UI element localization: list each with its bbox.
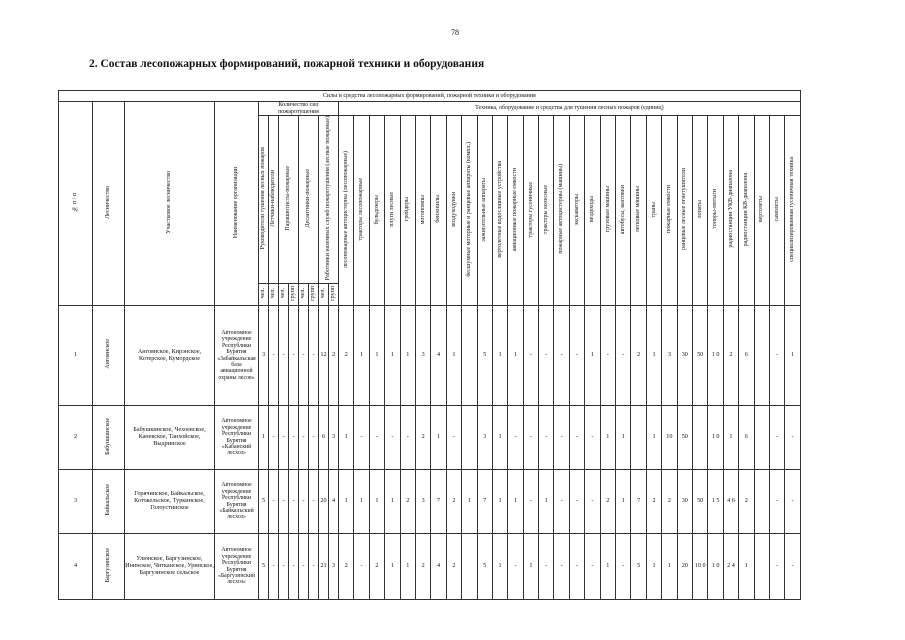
force-col-header: Работники наземных служб пожаротушения (лесные пожарные) [319, 116, 339, 284]
equipment-col-header: экскаваторы [569, 116, 584, 306]
data-cell: 1 [400, 534, 415, 600]
data-cell: 2 [339, 306, 354, 406]
unit-label: групп [289, 284, 299, 306]
data-cell: 1 [492, 306, 507, 406]
data-cell: - [569, 534, 584, 600]
unit-label: групп [309, 284, 319, 306]
data-cell: 20 [319, 470, 329, 534]
equipment-col-header: трапы [646, 116, 661, 306]
data-cell: - [269, 406, 279, 470]
force-col-header: Парашютисты-пожарные [279, 116, 299, 284]
data-cell: - [279, 306, 289, 406]
data-cell [462, 406, 477, 470]
data-cell [462, 534, 477, 600]
data-cell: 5 [631, 534, 646, 600]
data-cell: 2 [631, 306, 646, 406]
data-cell: 50 [677, 406, 692, 470]
data-cell: 1 [785, 306, 800, 406]
unit-label: групп [329, 284, 339, 306]
unit-label: чел. [299, 284, 309, 306]
data-cell: 1 [431, 406, 446, 470]
row-number: 4 [59, 534, 93, 600]
data-cell: - [569, 470, 584, 534]
data-cell: 1 [339, 470, 354, 534]
equipment-col-header: зажигательные аппараты [477, 116, 492, 306]
row-district: Горячинское, Байкальское, Котокельское, Туркинское, Голоустинское [125, 470, 215, 534]
data-cell: 30 [677, 470, 692, 534]
data-cell: - [554, 306, 569, 406]
data-cell: - [523, 406, 538, 470]
data-cell: - [769, 534, 784, 600]
data-cell: 3 [329, 406, 339, 470]
data-cell: 21 [319, 534, 329, 600]
data-cell: 1 [646, 534, 661, 600]
data-cell: - [585, 534, 600, 600]
table-row [59, 306, 801, 406]
unit-label: чел. [269, 284, 279, 306]
data-cell: 6 [739, 306, 754, 406]
force-col-header: Руководители тушения лесных пожаров [259, 116, 269, 284]
data-cell: 1 [616, 470, 631, 534]
data-cell: 50 [692, 306, 707, 406]
table-row [59, 534, 801, 600]
data-cell: 1 [385, 534, 400, 600]
data-cell: - [616, 306, 631, 406]
data-cell: - [554, 470, 569, 534]
row-number: 1 [59, 306, 93, 406]
equipment-col-header: бензопилы [431, 116, 446, 306]
equipment-col-header: радиостанции УКВ-диапазона [723, 116, 738, 306]
data-cell: - [554, 406, 569, 470]
data-cell: 2 [415, 534, 430, 600]
data-cell: 1 0 [708, 406, 723, 470]
data-cell: 6 [739, 406, 754, 470]
page-number: 78 [451, 28, 459, 37]
data-cell: 2 [446, 534, 461, 600]
data-cell: - [785, 406, 800, 470]
data-cell: - [585, 470, 600, 534]
data-cell: 2 [415, 406, 430, 470]
data-cell: - [400, 406, 415, 470]
table-row [59, 406, 801, 470]
data-cell [754, 406, 769, 470]
data-cell: 2 [339, 534, 354, 600]
data-cell: 7 [431, 470, 446, 534]
row-number: 2 [59, 406, 93, 470]
data-cell: - [289, 406, 299, 470]
data-cell: 1 [646, 306, 661, 406]
data-cell: 1 [616, 406, 631, 470]
equipment-col-header: бесшумные моторные и ранцевые аппараты (компл.) [462, 116, 477, 306]
data-cell: 2 [723, 306, 738, 406]
row-forestry: Бабушкинское [93, 406, 125, 470]
data-cell: 12 [319, 306, 329, 406]
data-cell: - [616, 534, 631, 600]
col-header-num: № п / п [59, 102, 93, 306]
data-cell: 2 [662, 470, 677, 534]
equipment-col-header: авиационные пожарные емкости [508, 116, 523, 306]
data-cell: - [369, 406, 384, 470]
row-number: 3 [59, 470, 93, 534]
data-cell: - [289, 306, 299, 406]
data-cell [754, 470, 769, 534]
equipment-col-header: вертолетные водосливные устройства [492, 116, 507, 306]
equipment-col-header: грейдеры [400, 116, 415, 306]
data-cell: - [769, 306, 784, 406]
equipment-col-header: лесопожарные автоцистерны (лесопожарные) [339, 116, 354, 306]
data-cell: - [269, 306, 279, 406]
data-cell: 1 [369, 470, 384, 534]
data-cell: 5 [259, 470, 269, 534]
data-cell: 1 [600, 406, 615, 470]
data-cell: 7 [631, 470, 646, 534]
equipment-col-header: самолеты [769, 116, 784, 306]
data-cell: 1 [446, 306, 461, 406]
row-organization: Автономное учреждение Республики Бурятия «Забайкальская база авиационной охраны лесов» [215, 306, 259, 406]
data-cell: 1 0 [708, 534, 723, 600]
data-cell: - [279, 406, 289, 470]
data-cell: - [354, 406, 369, 470]
page-title: 2. Состав лесопожарных формирований, пожарной техники и оборудования [89, 58, 485, 70]
data-cell: 50 [692, 470, 707, 534]
data-cell [631, 406, 646, 470]
data-cell: 1 [508, 306, 523, 406]
data-cell: 30 [677, 306, 692, 406]
data-cell [754, 306, 769, 406]
data-cell: 2 [646, 470, 661, 534]
data-cell: 3 [415, 306, 430, 406]
data-cell: 1 [259, 406, 269, 470]
data-cell: - [554, 534, 569, 600]
data-cell: 3 [477, 406, 492, 470]
data-cell: 1 0 [708, 306, 723, 406]
table-top-header: Силы и средства лесопожарных формирований, пожарной техники и оборудования [59, 91, 801, 102]
data-cell: 5 [477, 534, 492, 600]
row-organization: Автономное учреждение Республики Бурятия «Кабанский лесхоз» [215, 406, 259, 470]
equipment-col-header: пожарные емкости [662, 116, 677, 306]
data-cell: 10 [662, 406, 677, 470]
data-cell: 1 [539, 470, 554, 534]
row-forestry: Баргузинское [93, 534, 125, 600]
data-cell: 2 4 [723, 534, 738, 600]
col-header-forestry: Лесничество [93, 102, 125, 306]
data-cell: - [785, 534, 800, 600]
data-cell: 1 [369, 306, 384, 406]
force-col-header: Летчики-наблюдатели [269, 116, 279, 284]
data-cell: 1 [385, 306, 400, 406]
data-cell: - [539, 534, 554, 600]
data-cell: 2 [369, 534, 384, 600]
data-cell: 1 [354, 470, 369, 534]
data-cell: - [539, 306, 554, 406]
data-cell: - [299, 470, 309, 534]
equipment-col-header: автобусы, вахтовки [616, 116, 631, 306]
data-cell: 1 [492, 470, 507, 534]
equipment-col-header: мотопомпы [415, 116, 430, 306]
data-cell: - [309, 406, 319, 470]
data-cell: 2 [739, 470, 754, 534]
data-cell: - [569, 406, 584, 470]
equipment-col-header: бульдозеры [369, 116, 384, 306]
data-cell: 1 [385, 470, 400, 534]
data-cell: 1 [492, 406, 507, 470]
data-cell [692, 406, 707, 470]
row-district: Ангоянское, Кирэнское, Котерское, Кумордское [125, 306, 215, 406]
equipment-col-header: пожарные автоцистерны (машины) [554, 116, 569, 306]
data-cell: 20 [677, 534, 692, 600]
data-cell: 1 5 [708, 470, 723, 534]
data-cell: - [600, 306, 615, 406]
data-cell: 1 [354, 306, 369, 406]
data-cell: 1 [508, 470, 523, 534]
data-cell: 4 6 [723, 470, 738, 534]
data-cell: - [769, 406, 784, 470]
data-cell: - [769, 470, 784, 534]
equipment-col-header: вездеходы [585, 116, 600, 306]
data-cell [462, 306, 477, 406]
data-cell: 2 [446, 470, 461, 534]
equipment-col-header: топоры-мотыги [708, 116, 723, 306]
data-cell: - [309, 534, 319, 600]
force-col-header: Десантники-пожарные [299, 116, 319, 284]
data-cell: 1 [492, 534, 507, 600]
data-cell: 3 [259, 306, 269, 406]
row-organization: Автономное учреждение Республики Бурятия «Баргузинский лесхоз» [215, 534, 259, 600]
data-cell: 1 [662, 534, 677, 600]
data-cell: 1 [462, 470, 477, 534]
forces-table [58, 90, 801, 600]
equipment-col-header: радиостанции КВ-диапазона [739, 116, 754, 306]
data-cell: - [289, 534, 299, 600]
data-cell: 7 [477, 470, 492, 534]
equipment-col-header: воздуходувки [446, 116, 461, 306]
data-cell: - [385, 406, 400, 470]
data-cell: 1 [400, 306, 415, 406]
data-cell: - [585, 406, 600, 470]
unit-label: чел. [259, 284, 269, 306]
data-cell: 6 [319, 406, 329, 470]
equipment-col-header: легковые машины [631, 116, 646, 306]
data-cell: 1 [523, 534, 538, 600]
data-cell: - [299, 534, 309, 600]
data-cell: 1 [339, 406, 354, 470]
data-cell: - [569, 306, 584, 406]
col-header-district: Участковое лесничество [125, 102, 215, 306]
equipment-col-header: грузовые машины [600, 116, 615, 306]
data-cell: 3 [329, 534, 339, 600]
data-cell: 1 [739, 534, 754, 600]
data-cell: - [279, 470, 289, 534]
row-forestry: Байкальское [93, 470, 125, 534]
data-cell: - [508, 406, 523, 470]
data-cell: 1 [585, 306, 600, 406]
data-cell: 1 [646, 406, 661, 470]
data-cell: - [785, 470, 800, 534]
data-cell: 4 [431, 534, 446, 600]
data-cell: 3 [415, 470, 430, 534]
col-header-org: Наименование организации [215, 102, 259, 306]
data-cell: - [446, 406, 461, 470]
row-forestry: Ангоянское [93, 306, 125, 406]
data-cell: - [299, 306, 309, 406]
data-cell: 4 [431, 306, 446, 406]
data-cell: 4 [329, 470, 339, 534]
equipment-col-header: вертолеты [754, 116, 769, 306]
equipment-col-header: лопаты [692, 116, 707, 306]
equipment-col-header: плуги лесные [385, 116, 400, 306]
data-cell: - [508, 534, 523, 600]
data-cell: - [309, 306, 319, 406]
data-cell: 2 [600, 470, 615, 534]
group-header-equipment: Техника, оборудование и средства для тушения лесных пожаров (единиц) [339, 102, 801, 116]
unit-label: чел. [319, 284, 329, 306]
unit-label: чел. [279, 284, 289, 306]
data-cell: - [523, 306, 538, 406]
data-cell: - [269, 534, 279, 600]
data-cell: - [279, 534, 289, 600]
data-cell: 3 [662, 306, 677, 406]
data-cell: - [354, 534, 369, 600]
data-cell: - [309, 470, 319, 534]
data-cell: - [523, 470, 538, 534]
equipment-col-header: ранцевые лесные огнетушители [677, 116, 692, 306]
table-row [59, 470, 801, 534]
data-cell: - [299, 406, 309, 470]
data-cell: - [539, 406, 554, 470]
equipment-col-header: тракторы лесопожарные [354, 116, 369, 306]
data-cell: 5 [259, 534, 269, 600]
data-cell: 2 [400, 470, 415, 534]
data-cell [754, 534, 769, 600]
equipment-col-header: специализированная гусеничная техника [785, 116, 800, 306]
data-cell: 10 0 [692, 534, 707, 600]
data-cell: - [269, 470, 279, 534]
row-district: Бабушкинское, Чехоевское, Каневское, Танхойское, Выдринское [125, 406, 215, 470]
row-district: Улюнское, Баргузинское, Ининское, Читканское, Уринское, Баргузинское сельское [125, 534, 215, 600]
equipment-col-header: тракторы гусеничные [523, 116, 538, 306]
row-organization: Автономное учреждение Республики Бурятия «Байкальский лесхоз» [215, 470, 259, 534]
data-cell: 2 [329, 306, 339, 406]
data-cell: 1 [600, 534, 615, 600]
group-header-forces: Количество сил пожаротушения [259, 102, 339, 116]
data-cell: 1 [723, 406, 738, 470]
equipment-col-header: тракторы колесные [539, 116, 554, 306]
data-cell: - [289, 470, 299, 534]
data-cell: 5 [477, 306, 492, 406]
